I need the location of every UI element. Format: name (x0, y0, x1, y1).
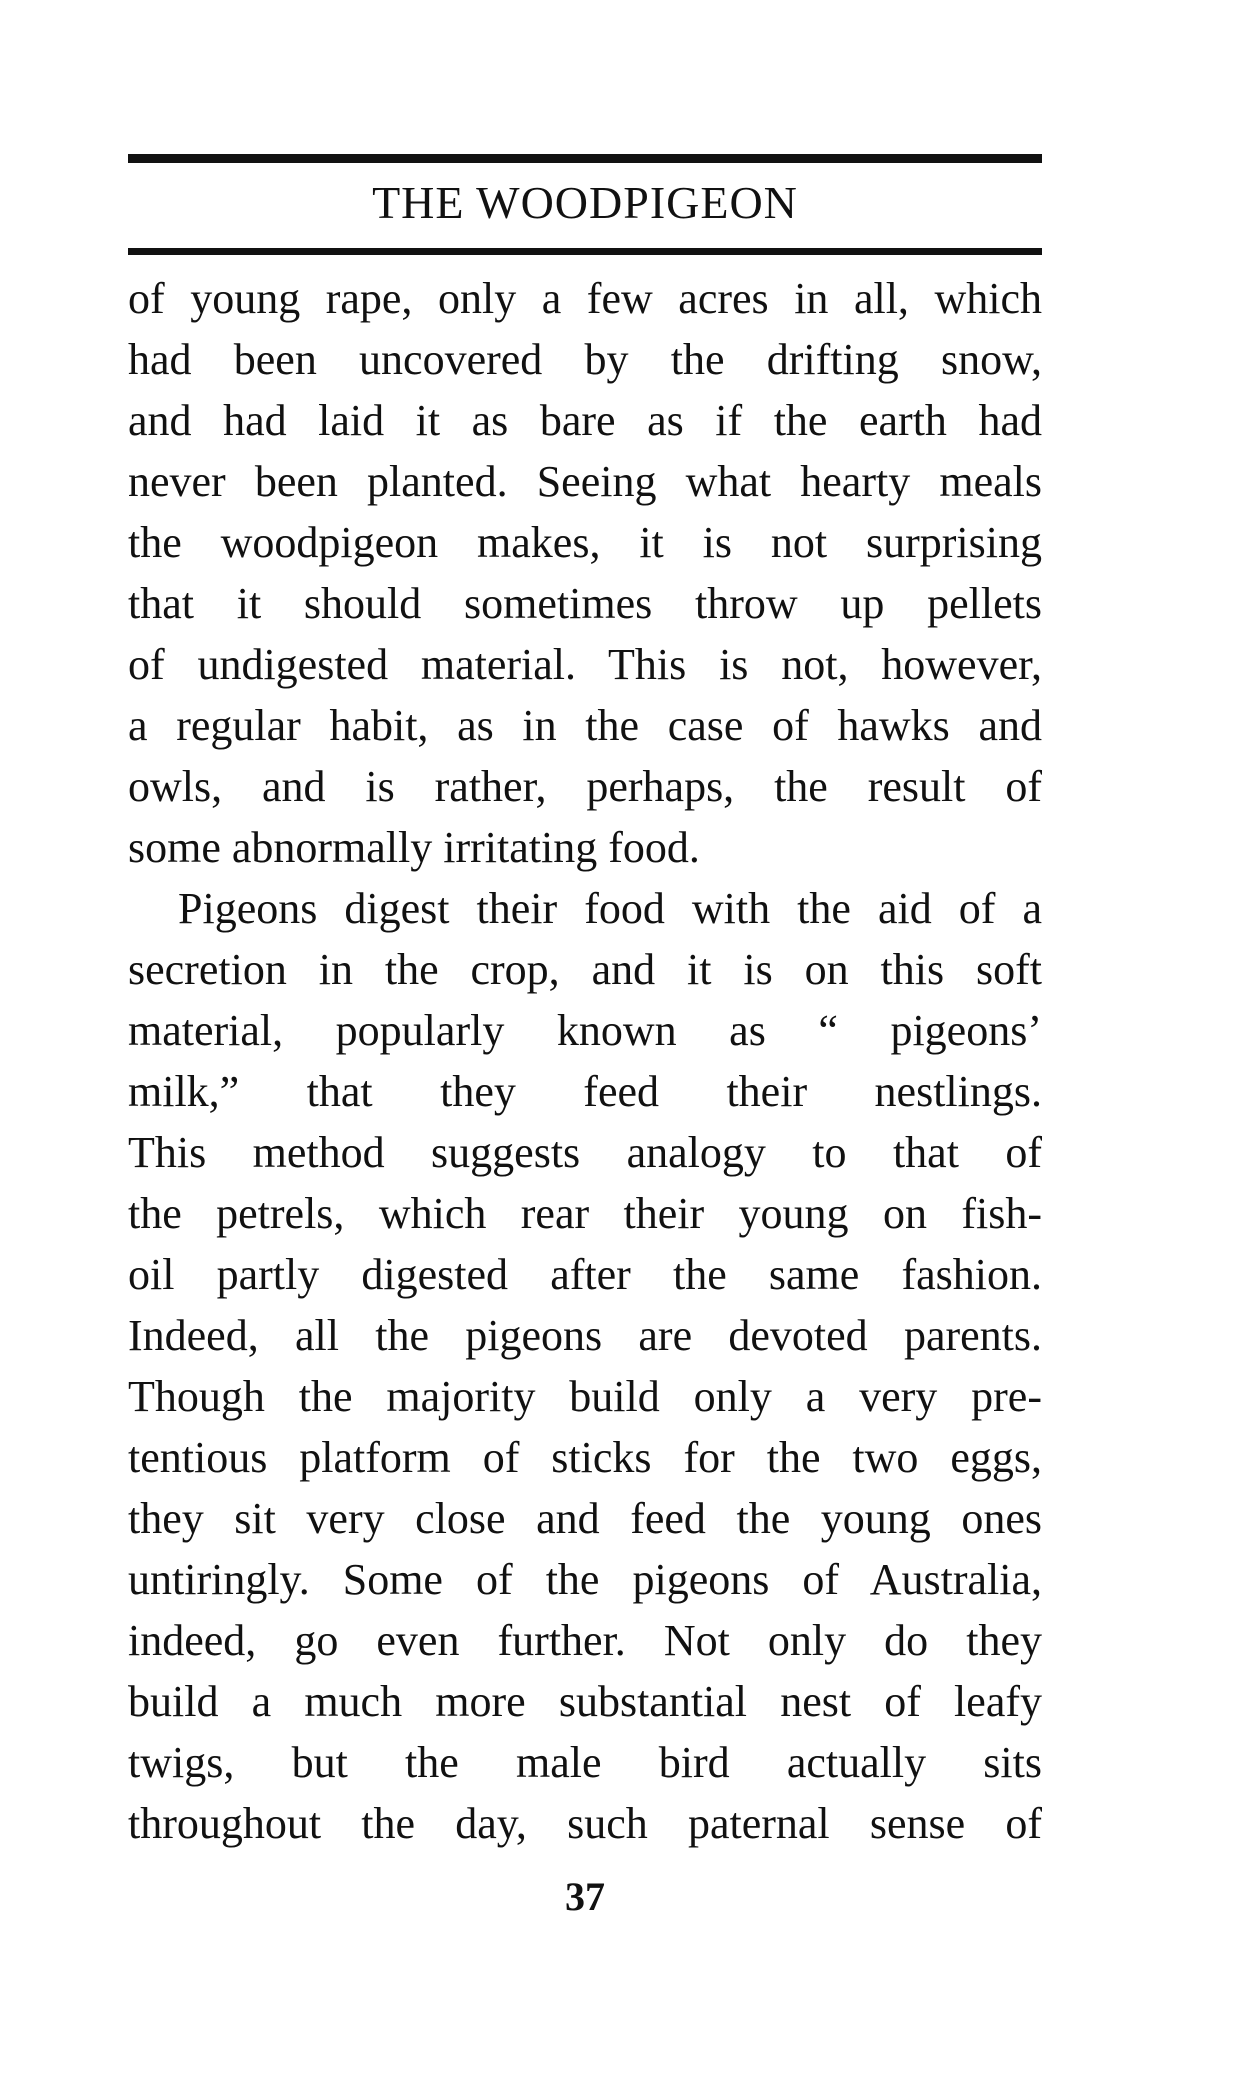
running-head: THE WOODPIGEON (372, 177, 798, 228)
paragraph-start-line: Pigeons digest their food with the aid of a (178, 884, 1042, 933)
text-line: never been planted. Seeing what hearty meals (128, 457, 1042, 506)
text-line: secretion in the crop, and it is on this soft (128, 945, 1042, 994)
text-line: indeed, go even further. Not only do they (128, 1616, 1042, 1665)
text-line: had been uncovered by the drifting snow, (128, 335, 1042, 384)
text-line: build a much more substantial nest of leafy (128, 1677, 1042, 1726)
text-line: of young rape, only a few acres in all, which (128, 274, 1042, 323)
page-number: 37 (565, 1874, 605, 1919)
text-line: throughout the day, such paternal sense of (128, 1799, 1042, 1848)
text-line: tentious platform of sticks for the two eggs, (128, 1433, 1042, 1482)
text-line: oil partly digested after the same fashion. (128, 1250, 1042, 1299)
text-line: milk,” that they feed their nestlings. (128, 1067, 1042, 1116)
text-line: This method suggests analogy to that of (128, 1128, 1042, 1177)
text-line: the woodpigeon makes, it is not surprising (128, 518, 1042, 567)
text-line: a regular habit, as in the case of hawks and (128, 701, 1042, 750)
text-line: Though the majority build only a very pre- (128, 1372, 1042, 1421)
header-rule-bottom (128, 248, 1042, 255)
text-line: they sit very close and feed the young ones (128, 1494, 1042, 1543)
paragraph-end-line: some abnormally irritating food. (128, 823, 700, 872)
text-line: that it should sometimes throw up pellets (128, 579, 1042, 628)
text-line: untiringly. Some of the pigeons of Australia, (128, 1555, 1042, 1604)
text-line: of undigested material. This is not, however, (128, 640, 1042, 689)
text-line: material, popularly known as “ pigeons’ (128, 1006, 1042, 1055)
header-rule-top (128, 154, 1042, 163)
text-line: owls, and is rather, perhaps, the result of (128, 762, 1042, 811)
text-line: the petrels, which rear their young on fish- (128, 1189, 1042, 1238)
text-line: Indeed, all the pigeons are devoted parents. (128, 1311, 1042, 1360)
body-text (128, 268, 1042, 1854)
text-line: and had laid it as bare as if the earth had (128, 396, 1042, 445)
text-line: twigs, but the male bird actually sits (128, 1738, 1042, 1787)
